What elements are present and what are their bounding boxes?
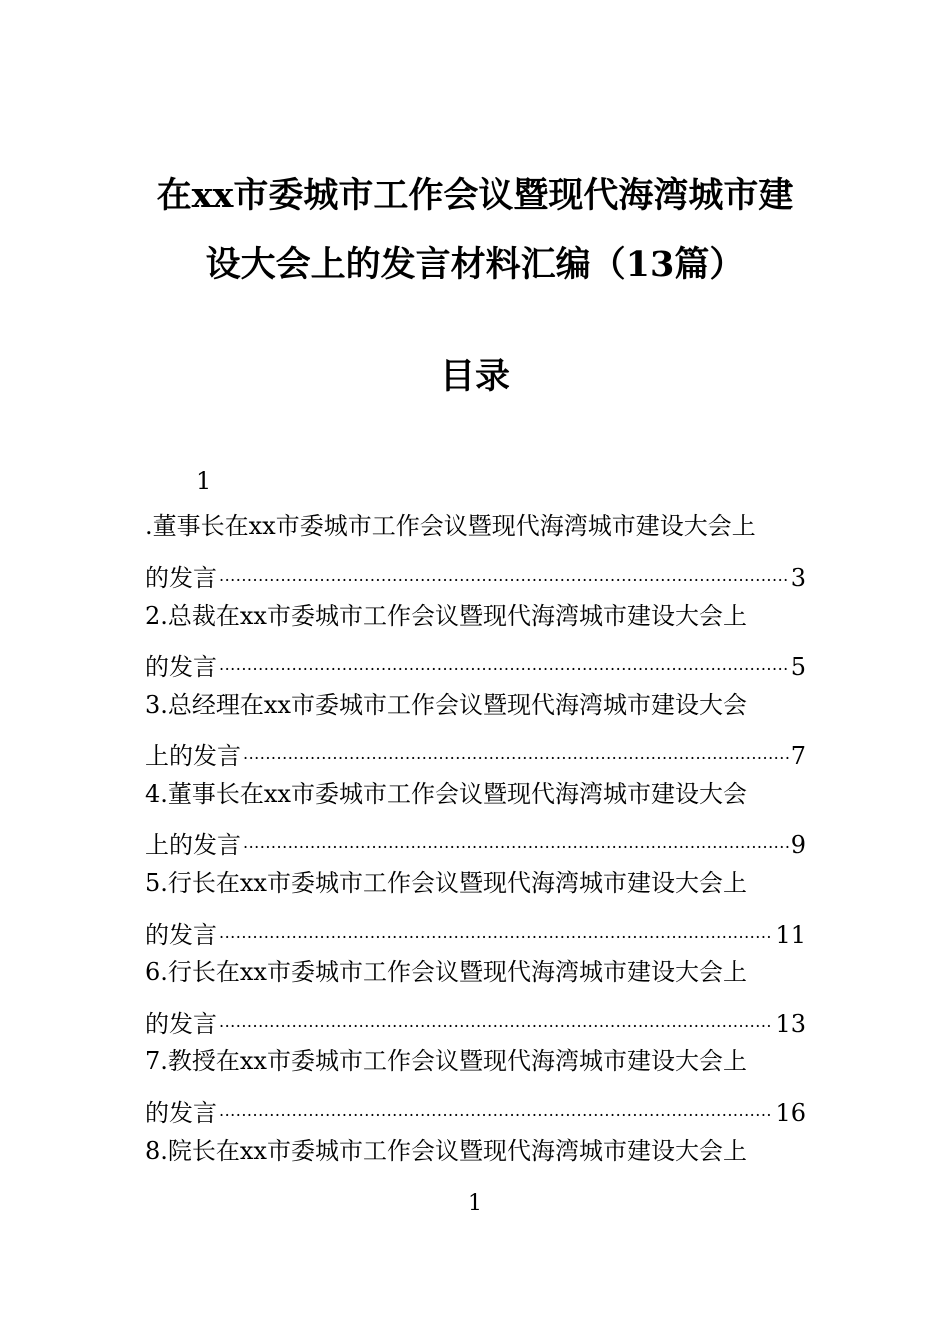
toc-heading: 目录 (439, 356, 510, 397)
toc-dot-leader (219, 1002, 773, 1032)
toc-entry-6-page: 13 (775, 1010, 806, 1038)
toc-entry-7-line-2[interactable] (145, 1091, 806, 1128)
document-title-line-1: 在xx市委城市工作会议暨现代海湾城市建 (156, 175, 794, 216)
toc-entry-2-tail: 的发言 (145, 653, 217, 681)
toc-entry-7-page: 16 (775, 1099, 806, 1127)
toc-entry-7-tail: 的发言 (145, 1099, 217, 1127)
toc-entry-3-line-1[interactable]: 3.总经理在xx市委城市工作会议暨现代海湾城市建设大会 (145, 691, 747, 719)
toc-entry-1-line-2[interactable] (145, 556, 806, 593)
toc-dot-leader (219, 556, 789, 586)
toc-entry-2-line-1[interactable]: 2.总裁在xx市委城市工作会议暨现代海湾城市建设大会上 (145, 602, 747, 630)
toc-entry-2-page: 5 (790, 653, 806, 681)
toc-entry-4-page: 9 (790, 831, 806, 859)
toc-entry-5-line-1[interactable]: 5.行长在xx市委城市工作会议暨现代海湾城市建设大会上 (145, 869, 747, 897)
toc-dot-leader (219, 913, 773, 943)
toc-entry-2-line-2[interactable] (145, 645, 806, 682)
toc-entry-5-line-2[interactable] (145, 913, 806, 950)
toc-entry-5-tail: 的发言 (145, 921, 217, 949)
toc-entry-4-line-2[interactable] (145, 823, 806, 860)
document-title-line-2: 设大会上的发言材料汇编（13篇） (205, 244, 745, 285)
toc-dot-leader (219, 645, 789, 675)
toc-entry-3-tail: 上的发言 (145, 742, 241, 770)
toc-entry-1-tail: 的发言 (145, 564, 217, 592)
toc-entry-5-page: 11 (775, 921, 806, 949)
toc-entry-4-line-1[interactable]: 4.董事长在xx市委城市工作会议暨现代海湾城市建设大会 (145, 780, 747, 808)
toc-dot-leader (219, 1091, 773, 1121)
toc-dot-leader (243, 734, 789, 764)
toc-entry-3-line-2[interactable] (145, 734, 806, 771)
page-number: 1 (468, 1191, 482, 1216)
toc-entry-1-page: 3 (790, 564, 806, 592)
toc-entry-4-tail: 上的发言 (145, 831, 241, 859)
toc-entry-6-line-2[interactable] (145, 1002, 806, 1039)
toc-dot-leader (243, 823, 789, 853)
toc-entry-1-line-1[interactable]: .董事长在xx市委城市工作会议暨现代海湾城市建设大会上 (145, 512, 756, 540)
toc-first-marker: 1 (196, 467, 212, 495)
toc-entry-3-page: 7 (790, 742, 806, 770)
toc-entry-6-line-1[interactable]: 6.行长在xx市委城市工作会议暨现代海湾城市建设大会上 (145, 958, 747, 986)
toc-entry-6-tail: 的发言 (145, 1010, 217, 1038)
toc-entry-8-line-1[interactable]: 8.院长在xx市委城市工作会议暨现代海湾城市建设大会上 (145, 1137, 747, 1165)
toc-entry-7-line-1[interactable]: 7.教授在xx市委城市工作会议暨现代海湾城市建设大会上 (145, 1047, 747, 1075)
